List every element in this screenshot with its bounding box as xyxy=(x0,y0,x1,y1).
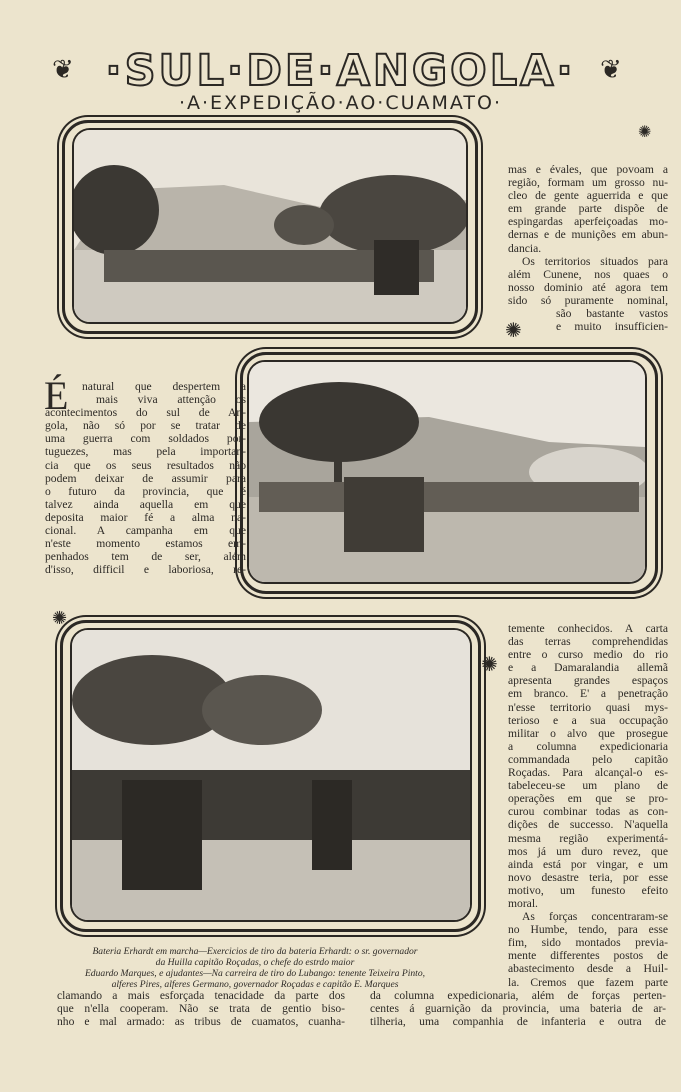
text-line: da columna expedicionaria, além de forças perten- xyxy=(370,989,666,1002)
text-line: a columna expedicionaria xyxy=(508,739,668,753)
text-line: cia que os seus resultados não xyxy=(45,458,246,472)
text-line: motivo, um funesto efeito xyxy=(508,883,668,897)
text-line: em branco. E' a penetração xyxy=(508,687,668,701)
text-line: dições de successo. N'aquella xyxy=(508,818,668,832)
text-line: mas e évales, que povoam a xyxy=(508,163,668,176)
flourish-icon: ❦ xyxy=(52,55,74,84)
text-line: região, formam um grosso nu- xyxy=(508,176,668,190)
text-line: tuguezes, mas pela importan- xyxy=(45,445,246,459)
text-line: clamando a mais esforçada tenacidade da parte dos xyxy=(57,989,345,1002)
text-line: abastecimento desde a Huil- xyxy=(508,962,668,976)
left-column-intro xyxy=(82,380,246,406)
text-line: em grande parte dispõe de xyxy=(508,202,668,216)
text-line: tilheria, uma companhia de infanteria e outra de xyxy=(370,1015,666,1029)
caption-line: Eduardo Marques, e ajudantes—Na carreira de tiro do Lubango: tenente Teixeira Pinto, xyxy=(84,968,426,979)
text-line: la. Cremos que fazem parte xyxy=(508,975,668,989)
right-column-bottom xyxy=(508,622,668,989)
page-title: ·SUL·DE·ANGOLA· xyxy=(105,46,576,96)
text-line: e muito insufficien- xyxy=(556,320,668,334)
text-line: no Humbe, tendo, para esse xyxy=(508,923,668,937)
drop-cap: É xyxy=(44,373,69,418)
photo-firing-exercise xyxy=(247,360,647,584)
caption-line: da Huilla capitão Roçadas, o chefe do estrdo maior xyxy=(155,957,355,968)
text-line: além Cunene, nos quaes o xyxy=(508,267,668,281)
text-line: o futuro da provincia, que é xyxy=(45,484,246,498)
text-line: tabeleceu-se um plano de xyxy=(508,779,668,793)
text-line: nosso dominio até agora tem xyxy=(508,280,668,294)
text-line: nho e mal armado: as tribus de cuamatos, cuanha- xyxy=(57,1015,345,1029)
text-line: dernas e de munições em abun- xyxy=(508,228,668,242)
text-line: militar o alvo que prosegue xyxy=(508,726,668,740)
text-line: fim, sido montados previa- xyxy=(508,936,668,950)
bottom-left-text xyxy=(57,989,345,1028)
text-line: cional. A campanha em que xyxy=(45,524,246,538)
right-column-narrow xyxy=(556,307,668,333)
caption-line: alferes Pires, alferes Germano, governador Roçadas e capitão E. Marques xyxy=(111,979,399,990)
text-line: curou combinar todas as con- xyxy=(508,805,668,819)
text-line: mesma região experimentá- xyxy=(508,831,668,845)
text-line: e a Damaralandia allemã xyxy=(508,661,668,675)
text-line: espingardas aperfeiçoadas mo- xyxy=(508,215,668,229)
text-line: dancia. xyxy=(508,241,542,255)
text-line: n'este momento estamos em- xyxy=(45,537,246,551)
rosette-icon: ✺ xyxy=(505,320,522,342)
text-line: terioso e a sua occupação xyxy=(508,713,668,727)
text-line: acontecimentos do sul de An- xyxy=(45,406,246,420)
text-line: mais viva attenção os xyxy=(96,393,246,407)
text-line: ainda está por vingar, e um xyxy=(508,857,668,871)
rosette-icon: ✺ xyxy=(638,124,652,141)
caption-line: Bateria Erhardt em marcha—Exercicios de tiro da bateria Erhardt: o sr. governador xyxy=(92,946,418,957)
text-line: moral. xyxy=(508,896,538,910)
text-line: entre o curso medio do rio xyxy=(508,648,668,662)
page-subtitle: ·A·EXPEDIÇÃO·AO·CUAMATO· xyxy=(178,92,503,114)
left-column xyxy=(45,406,246,576)
photo-battery-march xyxy=(72,128,468,324)
text-line: operações em que se pro- xyxy=(508,792,668,806)
text-line: podem deixar de assumir para xyxy=(45,471,246,485)
text-line: d'isso, difficil e laboriosa, re- xyxy=(45,563,246,577)
text-line: Os territorios situados para xyxy=(522,254,668,268)
text-line: commandada pelo capitão xyxy=(508,752,668,766)
text-line: As forças concentraram-se xyxy=(522,910,668,924)
text-line: novo desastre teria, por esse xyxy=(508,870,668,884)
text-line: mos já um duro revez, que xyxy=(508,844,668,858)
text-line: mente differentes postos de xyxy=(508,949,668,963)
right-column-top xyxy=(508,163,668,307)
text-line: são bastante vastos xyxy=(556,307,668,320)
text-line: gola, não só por se tratar de xyxy=(45,419,246,433)
photo-lubango-range xyxy=(70,628,472,922)
text-line: n'esse territorio quasi mys- xyxy=(508,700,668,714)
text-line: cleo de gente aguerrida e que xyxy=(508,189,668,203)
flourish-icon: ❦ xyxy=(600,55,622,84)
text-line: das terras comprehendidas xyxy=(508,635,668,649)
photo-caption xyxy=(40,946,470,990)
bottom-right-text xyxy=(370,989,666,1028)
rosette-icon: ✺ xyxy=(52,608,68,628)
text-line: apresenta grandes espaços xyxy=(508,674,668,688)
text-line: penhados tem de ser, além xyxy=(45,550,246,564)
rosette-icon: ✺ xyxy=(481,654,498,676)
text-line: que n'ella cooperam. Não se trata de gentio biso- xyxy=(57,1002,345,1016)
text-line: deposita maior fé a alma na- xyxy=(45,510,246,524)
text-line: sido só puramente nominal, xyxy=(508,293,668,307)
text-line: temente conhecidos. A carta xyxy=(508,622,668,635)
text-line: uma guerra com soldados por- xyxy=(45,432,246,446)
text-line: talvez ainda aquella em que xyxy=(45,497,246,511)
text-line: natural que despertem a xyxy=(82,380,246,393)
text-line: centes á guarnição da provincia, uma bateria de ar- xyxy=(370,1002,666,1016)
text-line: Roçadas. Para alcançal-o es- xyxy=(508,766,668,780)
